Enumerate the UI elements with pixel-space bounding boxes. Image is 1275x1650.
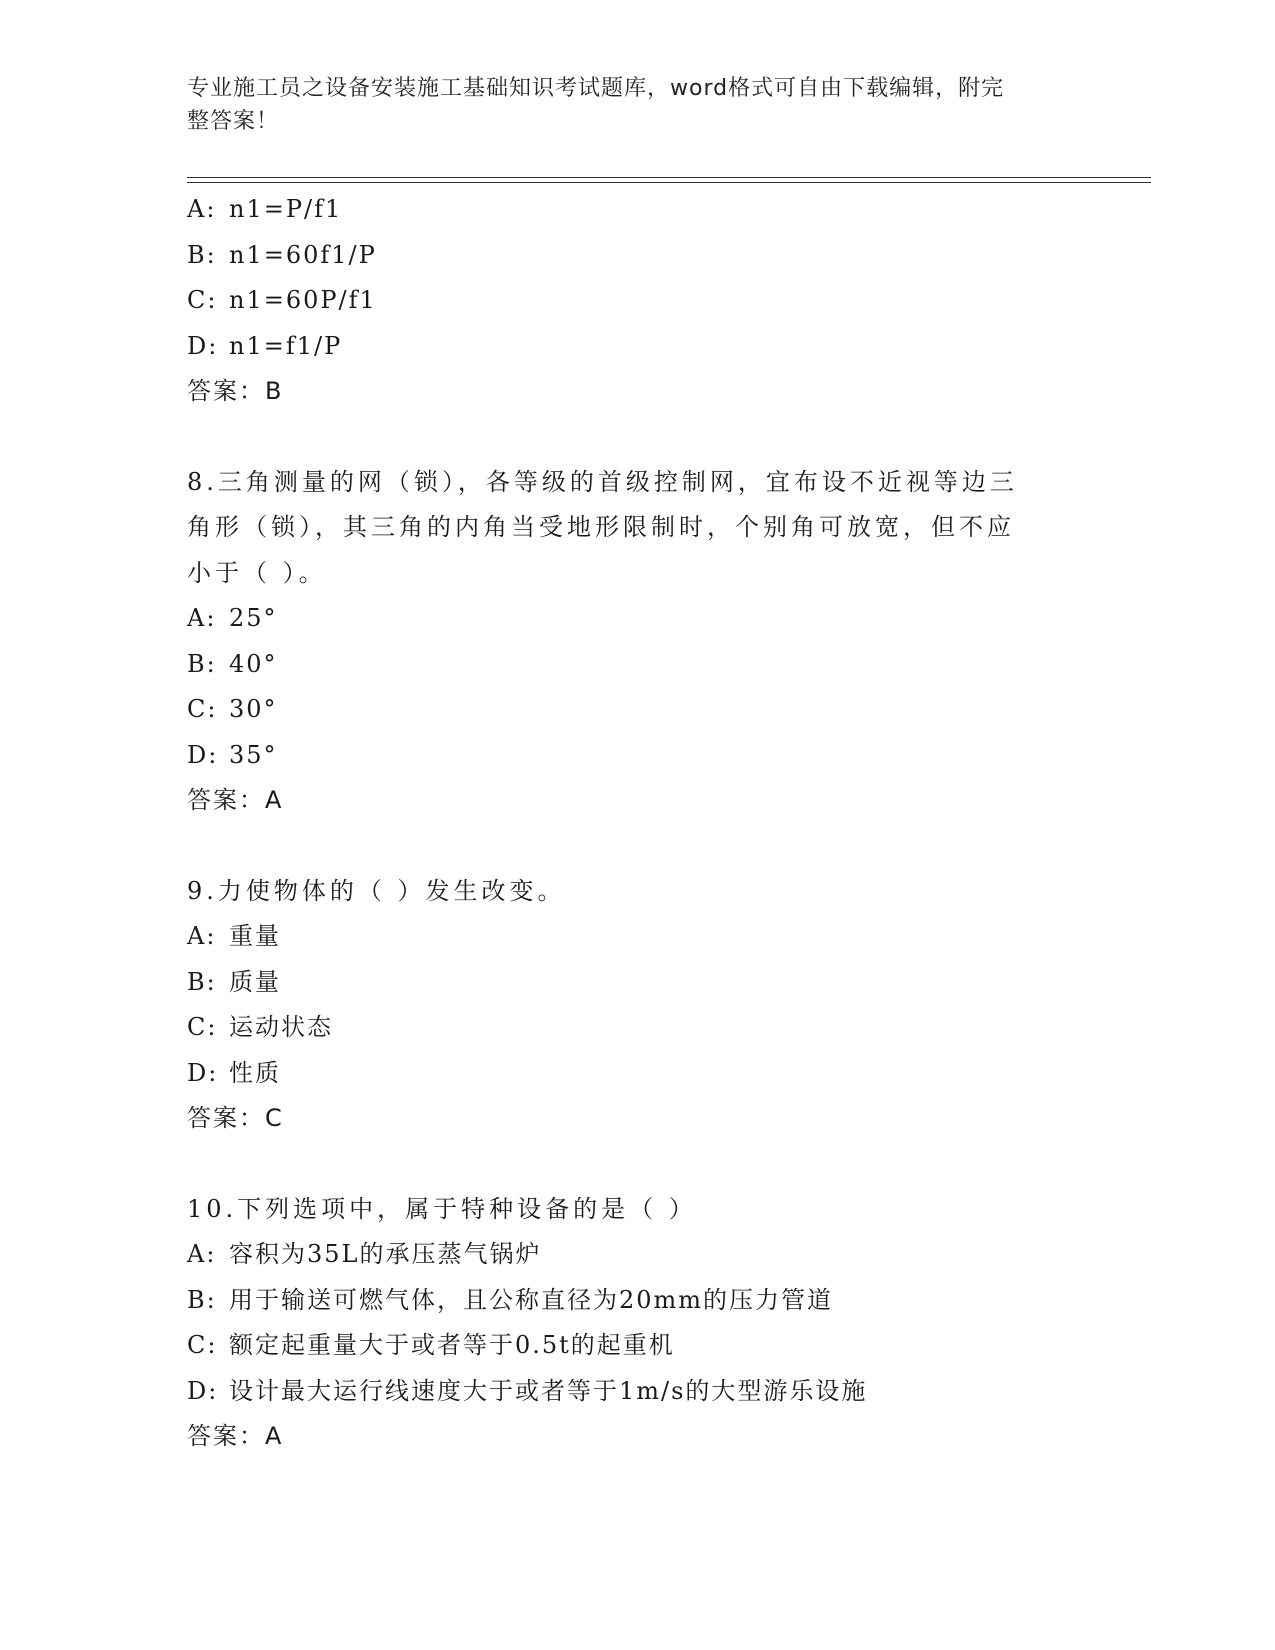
- question-content: [187, 187, 1087, 1460]
- answer-line: 答案：A: [187, 1422, 284, 1450]
- option-b: B: n1=60f1/P: [187, 240, 377, 269]
- option-c: C: 30°: [187, 695, 278, 723]
- question-text-line: 9.力使物体的（ ）发生改变。: [187, 876, 566, 905]
- answer-line: 答案：A: [187, 786, 284, 814]
- option-d: D: 设计最大运行线速度大于或者等于1m/s的大型游乐设施: [187, 1376, 868, 1405]
- question-text-line: 8.三角测量的网（锁），各等级的首级控制网，宜布设不近视等边三: [187, 467, 1018, 496]
- question-text: [187, 869, 1087, 915]
- option-d: D: n1=f1/P: [187, 331, 343, 360]
- question-block-10: [187, 1187, 1087, 1460]
- question-block-7: [187, 187, 1087, 415]
- header-line-2: 整答案！: [187, 109, 280, 134]
- option-d: D: 35°: [187, 740, 278, 769]
- document-header: [187, 72, 1067, 138]
- question-text: [187, 1187, 1087, 1233]
- question-text-line: 角形（锁），其三角的内角当受地形限制时，个别角可放宽，但不应: [187, 513, 1015, 541]
- option-c: C: 额定起重量大于或者等于0.5t的起重机: [187, 1331, 675, 1359]
- answer-line: 答案：C: [187, 1104, 284, 1132]
- question-text: [187, 460, 1087, 597]
- option-a: A: 容积为35L的承压蒸气锅炉: [187, 1240, 542, 1268]
- option-a: A: 25°: [187, 604, 278, 632]
- option-b: B: 40°: [187, 649, 278, 678]
- header-divider-top: [187, 177, 1151, 178]
- option-b: B: 用于输送可燃气体，且公称直径为20mm的压力管道: [187, 1285, 834, 1314]
- header-divider-bottom: [187, 182, 1151, 183]
- question-block-8: [187, 460, 1087, 824]
- question-block-9: [187, 869, 1087, 1142]
- question-text-line: 小于（ ）。: [187, 558, 327, 587]
- header-line-1: 专业施工员之设备安装施工基础知识考试题库，word格式可自由下载编辑，附完: [187, 76, 1005, 101]
- option-a: A: 重量: [187, 922, 281, 950]
- option-b: B: 质量: [187, 967, 281, 996]
- option-c: C: n1=60P/f1: [187, 286, 377, 314]
- answer-line: 答案：B: [187, 377, 284, 405]
- option-d: D: 性质: [187, 1058, 281, 1087]
- option-c: C: 运动状态: [187, 1013, 333, 1041]
- question-text-line: 10.下列选项中，属于特种设备的是（ ）: [187, 1194, 697, 1223]
- option-a: A: n1=P/f1: [187, 195, 343, 223]
